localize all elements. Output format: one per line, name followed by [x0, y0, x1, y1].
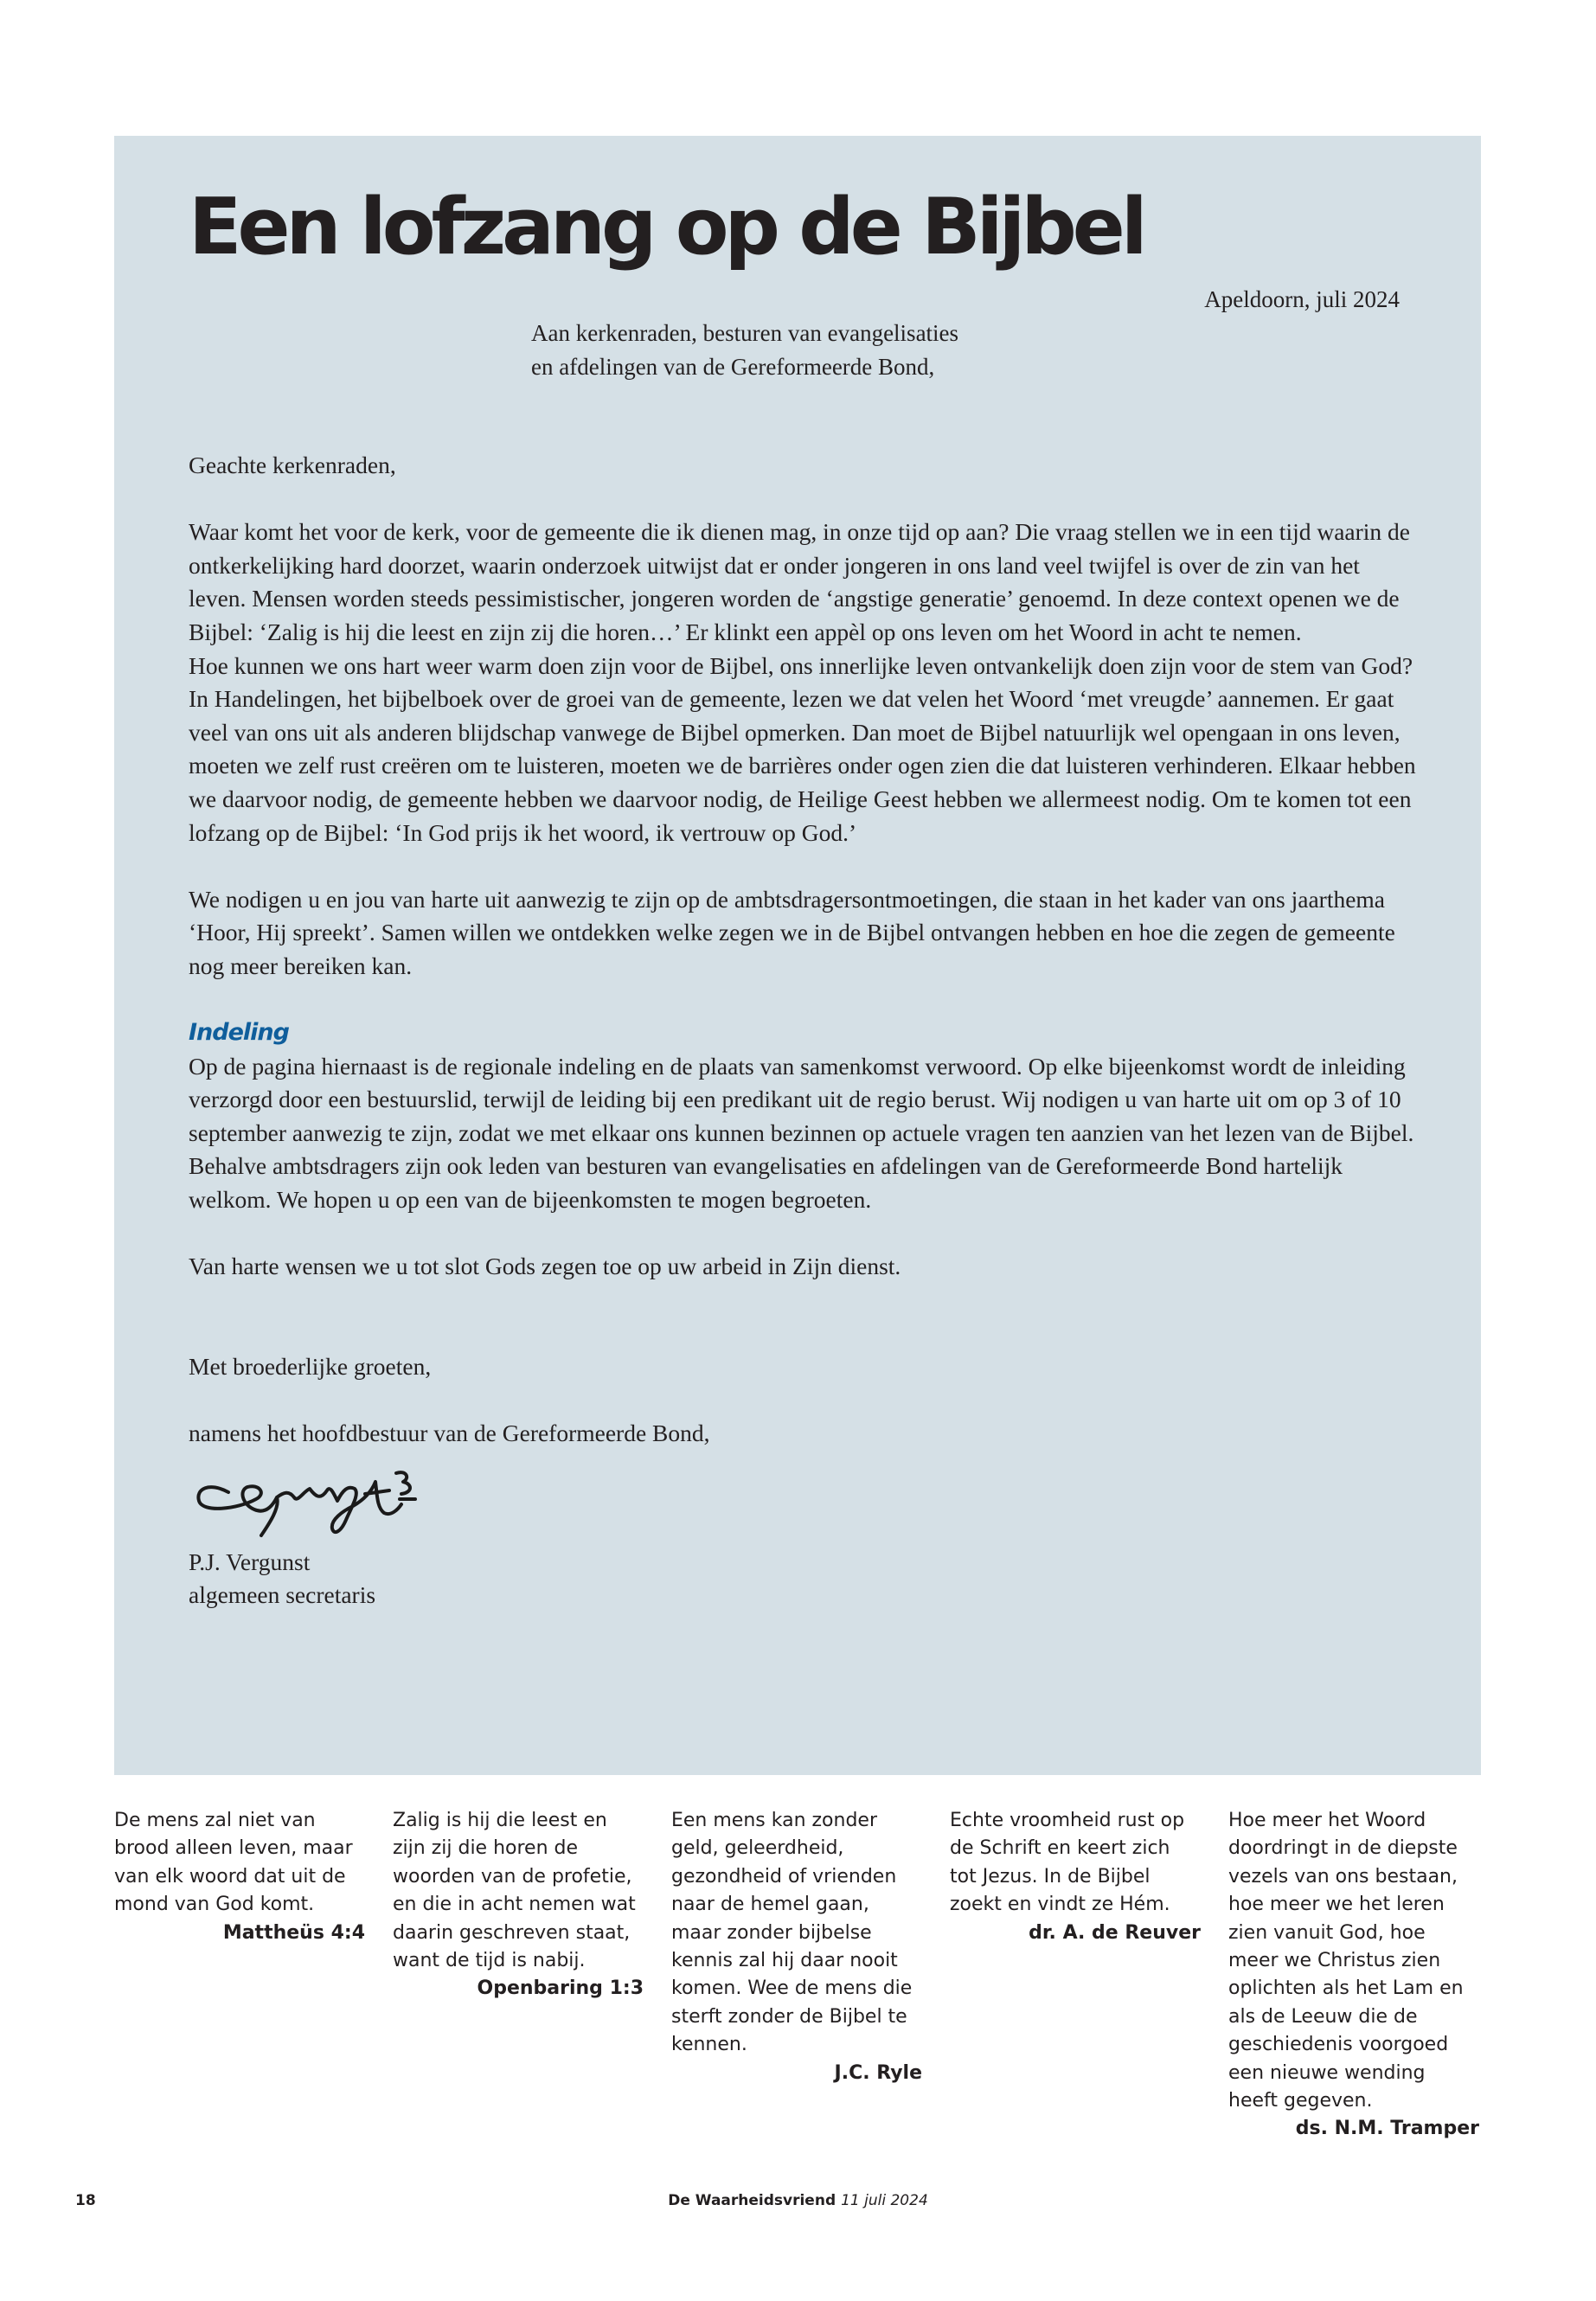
quote-text: Een mens kan zonder geld, geleerdheid, gezondheid of vrienden naar de hemel gaan, maar zonder bijbelse kennis zal hij daar nooit komen. Wee de mens die sterft zonder de Bijbel te kennen. — [671, 1810, 913, 2056]
addressee-line: en afdelingen van de Gereformeerde Bond, — [531, 354, 935, 380]
page-number: 18 — [75, 2192, 96, 2209]
signature-image — [194, 1456, 436, 1542]
paragraph: We nodigen u en jou van harte uit aanwezig te zijn op de ambtsdragersontmoetingen, die staan in het kader van ons jaarthema ‘Hoor, Hij spreekt’. Samen willen we ontdekken welke zegen we in de Bijbel ontvangen hebben en hoe die zegen de gemeente nog meer bereiken kan. — [189, 885, 1395, 979]
issue-date: 11 juli 2024 — [841, 2192, 928, 2209]
quote-text: De mens zal niet van brood alleen leven, maar van elk woord dat uit de mond van God komt. — [114, 1810, 353, 1916]
letter-body — [189, 449, 1417, 1612]
publication-name: De Waarheidsvriend — [668, 2192, 836, 2209]
quote-block — [393, 1807, 644, 2003]
paragraph: Op de pagina hiernaast is de regionale indeling en de plaats van samenkomst verwoord. Op elke bijeenkomst wordt de inleiding verzorgd door een bestuurslid, terwijl de leiding bij een predikant uit de regio berust. Wij nodigen u van harte uit om op 3 of 10 september aanwezig te zijn, zodat we met elkaar ons kunnen bezinnen op actuele vragen ten aanzien van het lezen van de Bijbel. — [189, 1052, 1414, 1146]
quote-text: Echte vroomheid rust op de Schrift en keert zich tot Jezus. In de Bijbel zoekt en vindt ze Hém. — [950, 1810, 1185, 1916]
section-heading: Indeling — [189, 1019, 289, 1047]
closing: Met broederlijke groeten, — [189, 1352, 432, 1380]
paragraph: Hoe kunnen we ons hart weer warm doen zijn voor de Bijbel, ons innerlijke leven ontvankelijk doen zijn voor de stem van God? In Handelingen, het bijbelboek over de groei van de gemeente, lezen we dat velen het Woord ‘met vreugde’ aannemen. Er gaat veel van ons uit als anderen blijdschap vanwege de Bijbel opmerken. Dan moet de Bijbel natuurlijk wel opengaan in ons leven, moeten we zelf rust creëren om te luisteren, moeten we de barrières onder ogen zien die dat luisteren verhinderen. Elkaar hebben we daarvoor nodig, de gemeente hebben we daarvoor nodig, de Heilige Geest hebben we allermeest nodig. Om te komen tot een lofzang op de Bijbel: ‘In God prijs ik het woord, ik vertrouw op God.’ — [189, 651, 1416, 846]
on-behalf-line: namens het hoofdbestuur van de Gereformeerde Bond, — [189, 1420, 710, 1447]
publication-line — [0, 2191, 1596, 2210]
quote-block — [114, 1807, 365, 1947]
article-title: Een lofzang op de Bijbel — [189, 182, 1144, 272]
paragraph: Waar komt het voor de kerk, voor de gemeente die ik dienen mag, in onze tijd op aan? Die vraag stellen we in een tijd waarin de ontkerkelijking hard doorzet, waarin onderzoek uitwijst dat er onder jongeren in ons land veel twijfel is over de zin van het leven. Mensen worden steeds pessimistischer, jongeren worden de ‘angstige generatie’ genoemd. In deze context openen we de Bijbel: ‘Zalig is hij die leest en zijn zij die horen…’ Er klinkt een appèl op ons leven om het Woord in acht te nemen. — [189, 518, 1410, 645]
quote-source: Mattheüs 4:4 — [222, 1921, 365, 1944]
signer-name: P.J. Vergunst — [189, 1548, 311, 1575]
quote-source: Openbaring 1:3 — [477, 1977, 644, 2000]
signer-role: algemeen secretaris — [189, 1581, 376, 1609]
quote-source: dr. A. de Reuver — [1029, 1921, 1201, 1944]
paragraph: Behalve ambtsdragers zijn ook leden van besturen van evangelisaties en afdelingen van de Gereformeerde Bond hartelijk welkom. We hopen u op een van de bijeenkomsten te mogen begroeten. — [189, 1152, 1343, 1214]
salutation: Geachte kerkenraden, — [189, 452, 396, 478]
quote-block — [1228, 1807, 1479, 2144]
quote-block — [671, 1807, 922, 2087]
date-line: Apeldoorn, juli 2024 — [1204, 286, 1400, 312]
paragraph: Van harte wensen we u tot slot Gods zegen toe op uw arbeid in Zijn dienst. — [189, 1253, 901, 1280]
quote-block — [950, 1807, 1201, 1947]
quote-text: Zalig is hij die leest en zijn zij die horen de woorden van de profetie, en die in acht nemen wat daarin geschreven staat, want de tijd is nabij. — [393, 1810, 636, 1972]
quote-source: ds. N.M. Tramper — [1295, 2118, 1479, 2140]
addressee-line: Aan kerkenraden, besturen van evangelisaties — [531, 320, 959, 346]
quote-text: Hoe meer het Woord doordringt in de diepste vezels van ons bestaan, hoe meer we het leren zien vanuit God, hoe meer we Christus zien oplichten als het Lam en als de Leeuw die de geschiedenis voorgoed een nieuwe wending heeft gegeven. — [1228, 1810, 1464, 2112]
addressee — [531, 317, 1137, 384]
quote-source: J.C. Ryle — [834, 2061, 922, 2084]
